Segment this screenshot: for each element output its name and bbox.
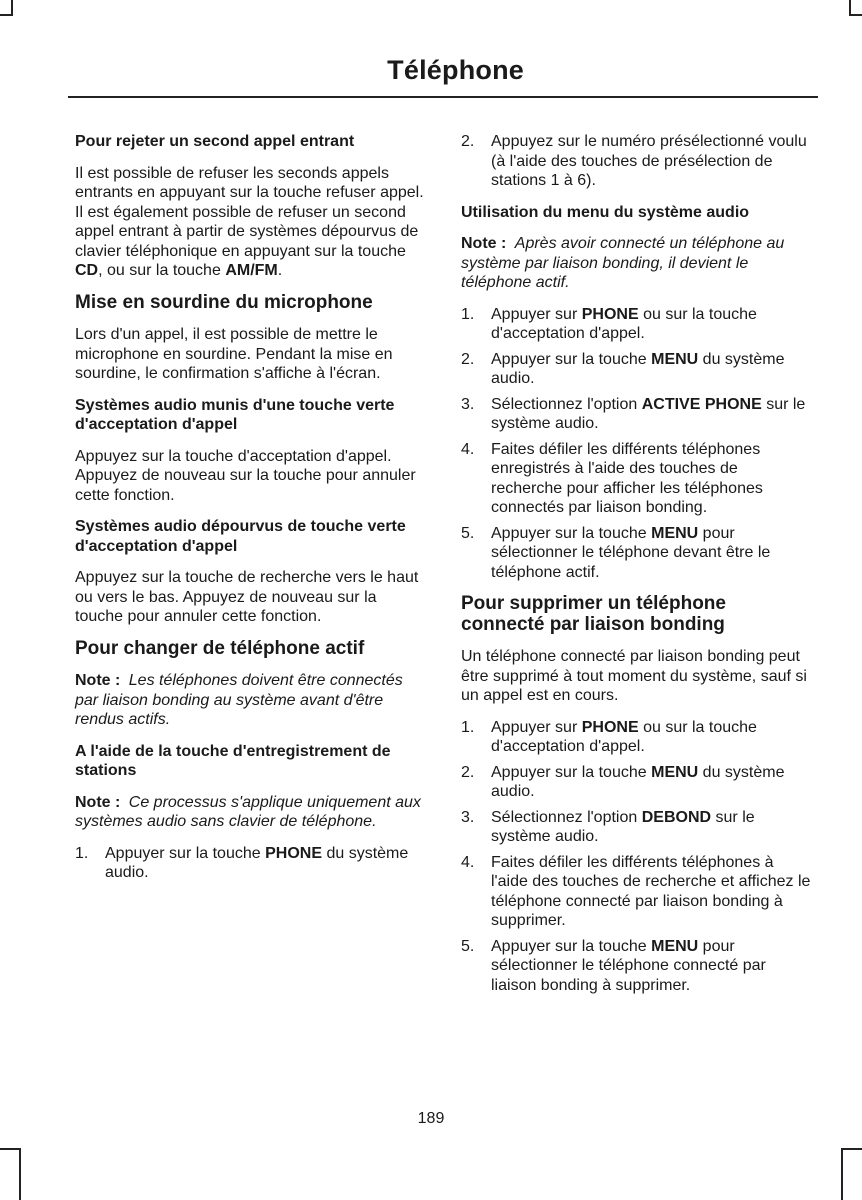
step-number: 2. bbox=[461, 350, 475, 368]
step-text: sur le système audio. bbox=[491, 395, 806, 432]
keyword: CD bbox=[75, 262, 99, 279]
step-number: 1. bbox=[75, 844, 89, 862]
section-heading: Systèmes audio dépourvus de touche verte d'acceptation d'appel bbox=[75, 518, 406, 555]
crop-mark bbox=[0, 14, 13, 16]
step-list bbox=[461, 718, 813, 996]
keyword: MENU bbox=[651, 763, 699, 781]
paragraph: Appuyez sur la touche d'acceptation d'appel. Appuyez de nouveau sur la touche pour annuler cette fonction. bbox=[75, 447, 416, 504]
paragraph: Appuyez sur la touche de recherche vers le haut ou vers le bas. Appuyez de nouveau sur la touche pour annuler cette fonction. bbox=[75, 569, 419, 625]
section-heading: Mise en sourdine du microphone bbox=[75, 291, 373, 313]
step-number: 1. bbox=[461, 718, 475, 736]
header-divider bbox=[68, 96, 818, 98]
note-label: Note : bbox=[75, 672, 121, 689]
step-text: Faites défiler les différents téléphones à l'aide des touches de recherche et affichez le téléphone connecté par liaison bonding à supprimer. bbox=[491, 853, 811, 929]
note-text: Ce processus s'applique uniquement aux systèmes audio sans clavier de téléphone. bbox=[75, 793, 421, 830]
paragraph-text: , ou sur la touche bbox=[98, 262, 221, 279]
paragraph: Un téléphone connecté par liaison bonding peut être supprimé à tout moment du système, sauf si un appel est en cours. bbox=[461, 648, 807, 704]
keyword: DEBOND bbox=[641, 808, 712, 826]
keyword: MENU bbox=[651, 524, 699, 542]
step-text: Sélectionnez l'option bbox=[491, 808, 638, 826]
page-title: Téléphone bbox=[387, 55, 524, 85]
step-text: Appuyer sur la touche bbox=[491, 350, 647, 368]
crop-mark bbox=[11, 0, 13, 14]
left-column bbox=[75, 132, 427, 895]
list-item bbox=[461, 718, 813, 757]
list-item bbox=[461, 763, 813, 802]
crop-mark bbox=[841, 1148, 843, 1200]
step-number: 5. bbox=[461, 937, 475, 955]
step-text: Appuyer sur la touche bbox=[491, 937, 647, 955]
list-item bbox=[461, 524, 813, 583]
list-item bbox=[461, 440, 813, 518]
keyword: PHONE bbox=[581, 718, 639, 736]
step-text: Appuyer sur la touche bbox=[105, 844, 261, 862]
list-item bbox=[461, 853, 813, 931]
crop-mark bbox=[0, 1148, 21, 1150]
page-number: 189 bbox=[417, 1110, 445, 1127]
note-label: Note : bbox=[461, 235, 507, 252]
section-heading: A l'aide de la touche d'entregistrement de stations bbox=[75, 742, 391, 779]
paragraph: Lors d'un appel, il est possible de mettre le microphone en sourdine. Pendant la mise en sourdine, le confirmation s'affiche à l'écran. bbox=[75, 326, 393, 382]
note-label: Note : bbox=[75, 793, 121, 811]
section-heading: Pour rejeter un second appel entrant bbox=[75, 133, 355, 150]
section-heading: Pour supprimer un téléphone connecté par liaison bonding bbox=[461, 593, 726, 635]
list-item bbox=[461, 808, 813, 847]
paragraph-text: . bbox=[277, 262, 283, 279]
step-text: Appuyer sur bbox=[491, 718, 578, 736]
crop-mark bbox=[841, 1148, 862, 1150]
step-text: pour sélectionner le téléphone devant être le téléphone actif. bbox=[491, 524, 771, 581]
list-item bbox=[461, 305, 813, 344]
note bbox=[461, 234, 813, 293]
paragraph-text: Il est possible de refuser les seconds appels entrants en appuyant sur la touche refuser appel. Il est également possible de refuser un second appel entrant à partir de systèmes dépourvus de clavier téléphonique en appuyant sur la touche bbox=[75, 164, 424, 260]
step-number: 2. bbox=[461, 763, 475, 781]
step-list bbox=[461, 305, 813, 583]
note bbox=[75, 793, 427, 832]
step-number: 4. bbox=[461, 440, 475, 458]
keyword: AM/FM bbox=[225, 262, 278, 279]
step-text: Appuyez sur le numéro présélectionné voulu (à l'aide des touches de présélection de stations 1 à 6). bbox=[491, 133, 807, 189]
keyword: PHONE bbox=[581, 305, 639, 323]
step-list bbox=[75, 844, 427, 883]
step-number: 4. bbox=[461, 853, 475, 871]
paragraph bbox=[75, 164, 427, 281]
list-item bbox=[75, 844, 427, 883]
step-number: 1. bbox=[461, 305, 475, 323]
step-text: du système audio. bbox=[491, 763, 785, 800]
note-text: Après avoir connecté un téléphone au système par liaison bonding, il devient le téléphone actif. bbox=[461, 235, 785, 291]
step-number: 5. bbox=[461, 524, 475, 542]
step-text: Appuyer sur la touche bbox=[491, 524, 647, 542]
step-number: 3. bbox=[461, 808, 475, 826]
step-text: Faites défiler les différents téléphones enregistrés à l'aide des touches de recherche pour afficher les téléphones connectés par liaison bonding. bbox=[491, 440, 763, 516]
keyword: MENU bbox=[651, 350, 699, 368]
keyword: PHONE bbox=[265, 844, 323, 862]
list-item bbox=[461, 937, 813, 996]
keyword: ACTIVE PHONE bbox=[641, 395, 762, 413]
step-text: Sélectionnez l'option bbox=[491, 395, 638, 413]
step-text: Appuyer sur bbox=[491, 305, 578, 323]
step-text: sur le système audio. bbox=[491, 808, 755, 845]
step-text: du système audio. bbox=[105, 844, 409, 881]
note-text: Les téléphones doivent être connectés par liaison bonding au système avant d'être rendus actifs. bbox=[75, 672, 403, 728]
step-list bbox=[461, 132, 813, 191]
section-heading: Pour changer de téléphone actif bbox=[75, 637, 365, 659]
step-text: ou sur la touche d'acceptation d'appel. bbox=[491, 718, 757, 755]
list-item bbox=[461, 350, 813, 389]
step-text: du système audio. bbox=[491, 350, 785, 387]
step-text: Appuyer sur la touche bbox=[491, 763, 647, 781]
crop-mark bbox=[849, 14, 862, 16]
step-text: pour sélectionner le téléphone connecté par liaison bonding à supprimer. bbox=[491, 937, 766, 994]
list-item bbox=[461, 395, 813, 434]
keyword: MENU bbox=[651, 937, 699, 955]
crop-mark bbox=[19, 1148, 21, 1200]
list-item bbox=[461, 132, 813, 191]
step-number: 3. bbox=[461, 395, 475, 413]
crop-mark bbox=[849, 0, 851, 14]
section-heading: Utilisation du menu du système audio bbox=[461, 203, 750, 221]
step-text: ou sur la touche d'acceptation d'appel. bbox=[491, 305, 757, 342]
note bbox=[75, 671, 427, 730]
step-number: 2. bbox=[461, 133, 475, 150]
right-column bbox=[461, 132, 813, 1007]
section-heading: Systèmes audio munis d'une touche verte d'acceptation d'appel bbox=[75, 396, 395, 433]
